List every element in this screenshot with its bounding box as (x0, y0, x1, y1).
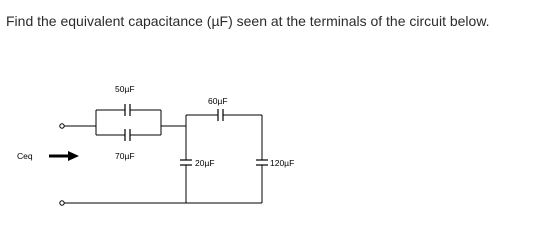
capacitor-70uf-label: 70µF (115, 151, 135, 161)
question-text: Find the equivalent capacitance (µF) seen at the terminals of the circuit below. (6, 13, 490, 29)
capacitor-20uf-label: 20µF (195, 158, 215, 168)
capacitor-50uf-label: 50µF (115, 84, 135, 94)
terminal-top (60, 124, 64, 128)
capacitor-120uf-label: 120µF (270, 158, 295, 168)
capacitor-60uf-label: 60µF (208, 96, 228, 106)
terminal-bottom (60, 201, 64, 205)
ceq-label: Ceq (17, 151, 33, 161)
ceq-arrow-head (68, 151, 79, 161)
